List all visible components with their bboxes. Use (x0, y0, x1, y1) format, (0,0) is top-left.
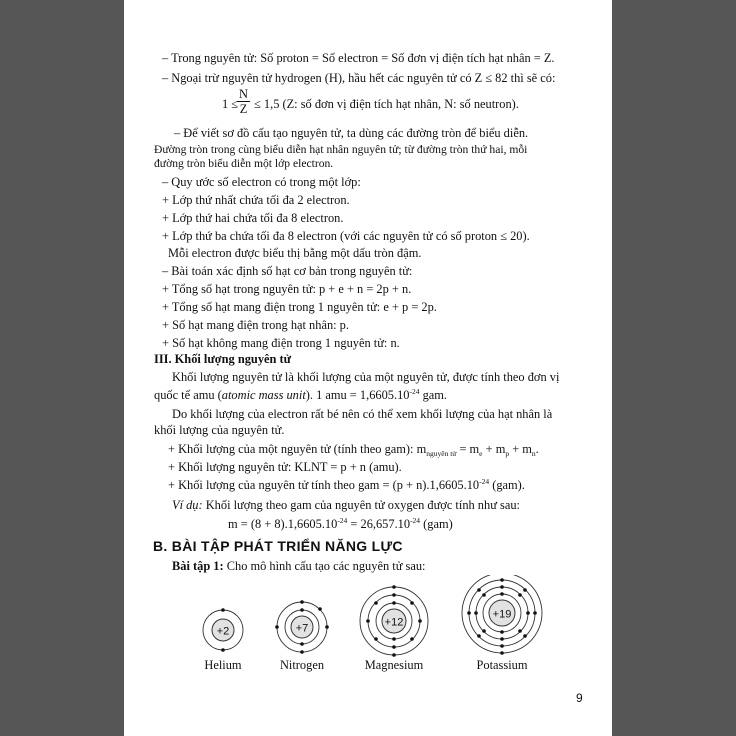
line-shell-3: + Lớp thứ ba chứa tối đa 8 electron (với các nguyên tử có số proton ≤ 20). (162, 229, 530, 243)
atom-name-potassium: Potassium (476, 658, 528, 672)
line-charged-particles: + Tổng số hạt mang điện trong 1 nguyên tử: e + p = 2p. (162, 300, 437, 314)
line-convention: – Quy ước số electron có trong một lớp: (162, 175, 361, 189)
para-amu-b: quốc tế amu (atomic mass unit). 1 amu = $1,6605.10^{-24}$ gam. (154, 387, 447, 402)
document-page: – Trong nguyên tử: Số proton = Số electron = Số đơn vị điện tích hạt nhân = Z. – Ngoại trừ nguyên tử hydrogen (H), hầu hết các nguyên tử có Z ≤ 82 thì sẽ có: 1 ≤ $\frac{N}{Z}$ ≤ 1,5 (Z: số đơn vị điện tích hạt nhân, N: số neutron). – Để viết sơ đồ cấu tạo nguyên tử, ta dùng các đường tròn để biểu diễn. Đường tròn trong cùng biểu diễn hạt nhân nguyên tử; từ đường tròn thứ hai, mỗi đường tròn biểu diễn một lớp electron. – Quy ước số electron có trong một lớp: + Lớp thứ nhất chứa tối đa 2 electron. + Lớp thứ hai chứa tối đa 8 electron. + Lớp thứ ba chứa tối đa 8 electron (với các nguyên tử có số proton ≤ 20). Mỗi electron được biểu thị bằng một dấu tròn đậm. – Bài toán xác định số hạt cơ bản trong nguyên tử: + Tổng số hạt trong nguyên tử: p + e + n = 2p + n. + Tổng số hạt mang điện trong 1 nguyên tử: e + p = 2p. + Số hạt mang điện trong hạt nhân: p. + Số hạt không mang điện trong 1 nguyên tử: n. III. Khối lượng nguyên tử Khối lượng nguyên tử là khối lượng của một nguyên tử, được tính theo đơn vị quốc tế amu (atomic mass unit). 1 amu = $1,6605.10^{-24}$ gam. Do khối lượng của electron rất bé nên có thể xem khối lượng của hạt nhân là khối lượng của nguyên tử. + Khối lượng của một nguyên tử (tính theo gam): $m_{nguyên tử} = m_e + m_p + m_n$. + Khối lượng nguyên tử: KLNT = p + n (amu). + Khối lượng của nguyên tử tính theo gam = $(p + n).1,6605.10^{-24}$ (gam). Ví dụ: Khối lượng theo gam của nguyên tử oxygen được tính như sau: $m = (8 + 8).1,6605.10^{-24} = 26,657.10^{-24}$ (gam) B. BÀI TẬP PHÁT TRIỂN NĂNG LỰC Bài tập 1: Cho mô hình cấu tạo các nguyên tử sau: +2 +7 +12 +19 Helium Nitrogen Magnesium Potassium 9 (124, 0, 612, 736)
atom-helium-model (203, 608, 243, 652)
atom-charge-label: +12 (384, 616, 404, 629)
line-proton-rule: – Trong nguyên tử: Số proton = Số electron = Số đơn vị điện tích hạt nhân = Z. (162, 51, 555, 65)
atom-name-nitrogen: Nitrogen (279, 658, 325, 672)
atom-nitrogen-model (275, 600, 329, 654)
para-diagram-a: – Để viết sơ đồ cấu tạo nguyên tử, ta dùng các đường tròn để biểu diễn. (174, 126, 529, 140)
viewer-background-right (612, 0, 736, 736)
heading-atomic-mass: III. Khối lượng nguyên tử (154, 352, 292, 366)
line-mass-gram-formula: + Khối lượng của một nguyên tử (tính theo gam): $m_{nguyên tử} = m_e + m_p + m_n$. (168, 442, 539, 458)
line-hydrogen-rule: – Ngoại trừ nguyên tử hydrogen (H), hầu hết các nguyên tử có Z ≤ 82 thì sẽ có: (162, 71, 556, 85)
line-klnt: + Khối lượng nguyên tử: KLNT = p + n (amu). (168, 460, 402, 474)
exercise-1-line: Bài tập 1: Cho mô hình cấu tạo các nguyên tử sau: (172, 559, 426, 573)
para-diagram-b: Đường tròn trong cùng biểu diễn hạt nhân nguyên tử; từ đường tròn thứ hai, mỗi (154, 143, 528, 156)
line-electron-dot: Mỗi electron được biểu thị bằng một dấu tròn đậm. (168, 246, 422, 260)
line-shell-1: + Lớp thứ nhất chứa tối đa 2 electron. (162, 193, 350, 207)
para-diagram-c: đường tròn biểu diễn một lớp electron. (154, 157, 334, 170)
atom-charge-label: +7 (295, 622, 309, 635)
line-neutral-particles: + Số hạt không mang điện trong 1 nguyên tử: n. (162, 336, 400, 350)
atom-potassium-model (462, 575, 542, 655)
para-amu-a: Khối lượng nguyên tử là khối lượng của một nguyên tử, được tính theo đơn vị (172, 370, 560, 384)
para-electron-mass-b: khối lượng của nguyên tử. (154, 423, 285, 437)
para-electron-mass-a: Do khối lượng của electron rất bé nên có thể xem khối lượng của hạt nhân là (172, 407, 553, 421)
page-number: 9 (576, 691, 583, 705)
atom-name-magnesium: Magnesium (364, 658, 424, 672)
line-total-particles: + Tổng số hạt trong nguyên tử: p + e + n = 2p + n. (162, 282, 412, 296)
atom-charge-label: +19 (492, 608, 512, 621)
line-mass-gram-calc: + Khối lượng của nguyên tử tính theo gam = $(p + n).1,6605.10^{-24}$ (gam). (168, 477, 525, 492)
atom-charge-label: +2 (216, 625, 230, 638)
line-shell-2: + Lớp thứ hai chứa tối đa 8 electron. (162, 211, 344, 225)
viewer-background-left (0, 0, 124, 736)
line-particle-problem: – Bài toán xác định số hạt cơ bản trong nguyên tử: (162, 264, 413, 278)
section-b-heading: B. BÀI TẬP PHÁT TRIỂN NĂNG LỰC (153, 538, 403, 554)
line-nucleus-charged: + Số hạt mang điện trong hạt nhân: p. (162, 318, 349, 332)
example-formula: $m = (8 + 8).1,6605.10^{-24} = 26,657.10^{-24}$ (gam) (228, 516, 453, 531)
atom-name-helium: Helium (204, 658, 242, 672)
atom-magnesium-model (360, 585, 428, 657)
example-line: Ví dụ: Khối lượng theo gam của nguyên tử oxygen được tính như sau: (172, 498, 520, 512)
